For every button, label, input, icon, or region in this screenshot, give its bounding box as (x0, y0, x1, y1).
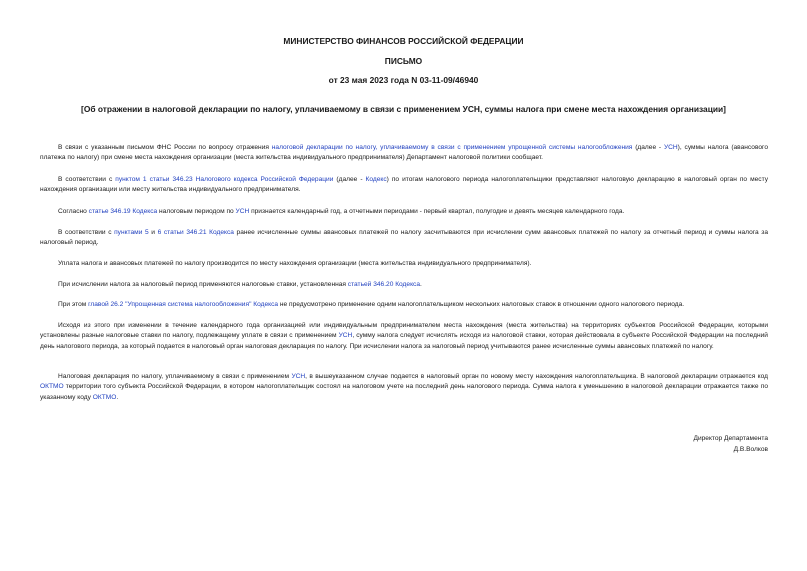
paragraph-5 (40, 259, 768, 269)
paragraph-3 (40, 207, 768, 217)
text: ранее исчисленные суммы авансовых платежей по налогу засчитываются при исчислении сумм авансовых платежей по налогу за отчетный период и суммы налога за налоговый период. (40, 229, 768, 247)
link-declaration-usn[interactable]: налоговой декларации по налогу, уплачиваемому в связи с применением упрощенной системы налогообложения (271, 144, 633, 151)
link-kodeks[interactable]: Кодекс (365, 176, 387, 183)
paragraph-6 (40, 280, 768, 290)
text: территории того субъекта Российской Федерации, в котором налогоплательщик состоял на налоговом учете на последний день налогового периода. Сумма налога к уменьшению в налоговой декларации отражается также по указанному коду (40, 383, 768, 401)
text: ) по итогам налогового периода налогоплательщики представляют налоговую декларацию в налоговый орган по месту нахождения организации или месту жительства индивидуального предпринимателя. (40, 176, 768, 194)
text: и (148, 229, 158, 236)
text: признается календарный год, а отчетными периодами - первый квартал, полугодие и девять месяцев календарного года. (249, 208, 625, 215)
text: налоговым периодом по (157, 208, 236, 215)
link-chapter-26-2[interactable]: главой 26.2 "Упрощенная система налогообложения" Кодекса (88, 301, 279, 308)
text: (далее - (632, 144, 664, 151)
link-article-346-23[interactable]: пунктом 1 статьи 346.23 Налогового кодекса Российской Федерации (115, 176, 334, 183)
link-usn[interactable]: УСН (338, 332, 353, 340)
link-usn[interactable]: УСН (663, 144, 678, 151)
paragraph-1 (40, 143, 768, 164)
text: При исчислении налога за налоговый период применяются налоговые ставки, установленная (58, 281, 348, 288)
paragraph-4 (40, 228, 768, 249)
text: Уплата налога и авансовых платежей по налогу производится по месту нахождения организации (места жительства индивидуального предпринимателя). (58, 260, 532, 267)
text: В соответствии с (58, 176, 116, 183)
paragraph-8 (40, 321, 768, 352)
document-date-number: от 23 мая 2023 года N 03-11-09/46940 (328, 75, 479, 85)
text: , в вышеуказанном случае подается в налоговый орган по новому месту нахождения налогоплательщика. В налоговой декларации отражается код (305, 373, 768, 380)
text: (далее - (333, 176, 366, 183)
text: При этом (58, 301, 89, 308)
text: ), суммы налога (авансового платежа по налогу) при смене места нахождения организации (места жительства индивидуального предпринимателя) Департамент налоговой политики сообщает. (40, 144, 768, 162)
text: Исходя из этого при изменении в течение календарного года организацией или индивидуальным предпринимателем места нахождения (места жительства) на территориях субъектов Российской Федерации, которыми установлены разные налоговые ставки по налогу, подлежащему уплате в связи с применением (40, 322, 768, 340)
link-usn[interactable]: УСН (235, 208, 250, 215)
text: . (420, 281, 422, 288)
text: Налоговая декларация по налогу, уплачиваемому в связи с применением (58, 373, 292, 380)
link-oktmo[interactable]: ОКТМО (92, 393, 117, 401)
link-article-346-21[interactable]: 6 статьи 346.21 Кодекса (157, 229, 234, 236)
text: В соответствии с (58, 229, 115, 236)
document-type: ПИСЬМО (384, 56, 423, 66)
paragraph-9 (40, 372, 768, 403)
document-subject: [Об отражении в налоговой декларации по налогу, уплачиваемому в связи с применением УСН, суммы налога при смене места нахождения организации] (81, 104, 726, 114)
link-point-5[interactable]: пунктами 5 (114, 229, 149, 236)
text: Согласно (58, 208, 89, 215)
link-oktmo[interactable]: ОКТМО (40, 383, 64, 391)
link-usn[interactable]: УСН (291, 373, 306, 380)
link-article-346-20[interactable]: статьей 346.20 Кодекса (347, 281, 420, 288)
ministry-heading: МИНИСТЕРСТВО ФИНАНСОВ РОССИЙСКОЙ ФЕДЕРАЦИИ (283, 36, 524, 46)
paragraph-2 (40, 175, 768, 196)
text: , сумму налога следует исчислять исходя из налоговой ставки, которая действовала в субъекте Российской Федерации на последний день налогового периода, за который подается в налоговый орган налоговая декларация по налогу. При исчислении налога за налоговый период учитываются ранее исчисленные суммы авансовых платежей по налогу. (40, 332, 768, 350)
text: В связи с указанным письмом ФНС России по вопросу отражения (58, 144, 272, 151)
text: не предусмотрено применение одним налогоплательщиком нескольких налоговых ставок в отношении одного налогового периода. (278, 301, 685, 308)
paragraph-7 (40, 300, 768, 310)
signature-name: Д.В.Волков (733, 446, 768, 453)
link-article-346-19[interactable]: статье 346.19 Кодекса (88, 208, 158, 215)
signature-position: Директор Департамента (693, 435, 768, 442)
text: . (116, 393, 119, 401)
